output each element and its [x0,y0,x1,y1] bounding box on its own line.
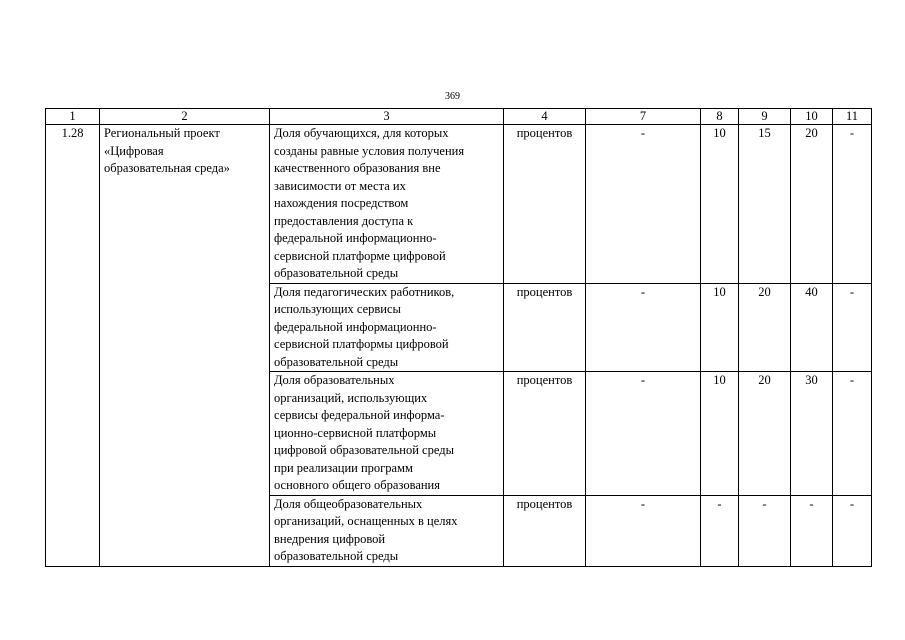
indicator-line: зависимости от места их [274,178,406,193]
indicator-line: использующих сервисы [274,302,401,316]
header-cell-2: 2 [100,109,270,125]
header-cell-10: 10 [791,109,833,125]
value-cell-10: - [791,495,833,566]
indicator-line: образовательной среды [274,549,399,563]
unit-cell: процентов [504,372,586,496]
project-name [100,125,270,567]
indicator-line: сервисы федеральной информа- [274,408,445,422]
page-number: 369 [445,91,460,102]
value-cell-11: - [833,495,872,566]
indicator-line: Доля педагогических работников, [274,284,455,299]
header-cell-9: 9 [739,109,791,125]
indicator-line: федеральной информационно- [274,231,437,245]
header-cell-7: 7 [586,109,701,125]
value-cell-10: 30 [791,372,833,496]
header-row [46,109,872,125]
project-name-line: Региональный проект [104,126,220,140]
value-cell-7: - [586,372,701,496]
indicator-line: основного общего образования [274,478,440,492]
value-cell-9: - [739,495,791,566]
indicator-line: сервисной платформы цифровой [274,337,449,351]
indicator-cell [270,283,504,372]
table-row [46,125,872,284]
indicator-line: цифровой образовательной среды [274,443,454,457]
indicator-line: Доля общеобразовательных [274,496,423,511]
value-cell-10: 40 [791,283,833,372]
project-name-line: образовательная среда» [104,161,230,175]
value-cell-7: - [586,125,701,284]
value-cell-11: - [833,372,872,496]
indicator-line: Доля обучающихся, для которых [274,126,449,140]
header-cell-11: 11 [833,109,872,125]
unit-cell: процентов [504,125,586,284]
indicators-table [45,108,872,567]
indicator-line: ционно-сервисной платформы [274,425,437,440]
indicator-line: предоставления доступа к [274,213,414,228]
header-cell-1: 1 [46,109,100,125]
value-cell-11: - [833,125,872,284]
value-cell-9: 20 [739,372,791,496]
value-cell-11: - [833,283,872,372]
value-cell-7: - [586,283,701,372]
value-cell-8: 10 [701,372,739,496]
indicator-cell [270,125,504,284]
indicator-line: образовательной среды [274,354,399,369]
unit-cell: процентов [504,495,586,566]
value-cell-8: 10 [701,125,739,284]
indicator-line: нахождения посредством [274,196,409,210]
indicator-cell [270,372,504,496]
header-cell-3: 3 [270,109,504,125]
unit-cell: процентов [504,283,586,372]
indicator-line: организаций, использующих [274,390,428,405]
indicator-cell [270,495,504,566]
value-cell-10: 20 [791,125,833,284]
indicator-line: при реализации программ [274,460,413,475]
value-cell-9: 20 [739,283,791,372]
group-number: 1.28 [46,125,100,567]
value-cell-9: 15 [739,125,791,284]
value-cell-8: 10 [701,283,739,372]
indicator-line: сервисной платформе цифровой [274,248,446,263]
indicator-line: качественного образования вне [274,161,441,175]
header-cell-8: 8 [701,109,739,125]
indicator-line: внедрения цифровой [274,531,386,546]
indicator-line: образовательной среды [274,266,399,280]
indicator-line: Доля образовательных [274,373,395,387]
indicator-line: федеральной информационно- [274,319,437,334]
header-cell-4: 4 [504,109,586,125]
value-cell-7: - [586,495,701,566]
indicator-line: созданы равные условия получения [274,143,465,158]
indicator-line: организаций, оснащенных в целях [274,514,458,528]
value-cell-8: - [701,495,739,566]
project-name-line: «Цифровая [104,143,164,158]
